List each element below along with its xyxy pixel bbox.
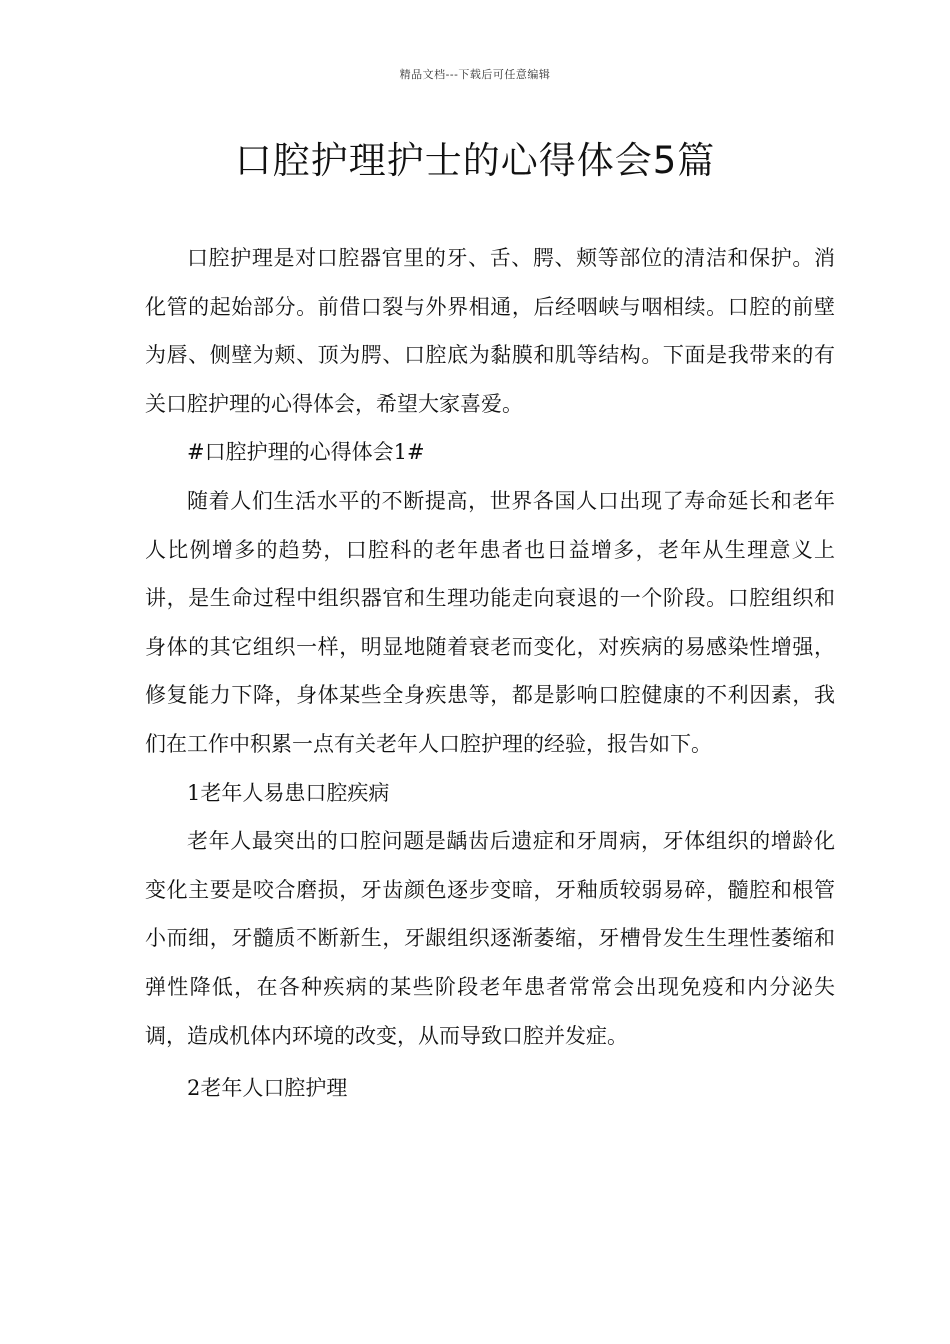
document-body <box>145 234 835 1113</box>
body-paragraph: 老年人最突出的口腔问题是龋齿后遗症和牙周病，牙体组织的增龄化变化主要是咬合磨损，牙齿颜色逐步变暗，牙釉质较弱易碎，髓腔和根管小而细，牙髓质不断新生，牙龈组织逐渐萎缩，牙槽骨发生生理性萎缩和弹性降低，在各种疾病的某些阶段老年患者常常会出现免疫和内分泌失调，造成机体内环境的改变，从而导致口腔并发症。 <box>145 829 835 1048</box>
body-paragraph: 随着人们生活水平的不断提高，世界各国人口出现了寿命延长和老年人比例增多的趋势，口腔科的老年患者也日益增多，老年从生理意义上讲，是生命过程中组织器官和生理功能走向衰退的一个阶段。口腔组织和身体的其它组织一样，明显地随着衰老而变化，对疾病的易感染性增强，修复能力下降，身体某些全身疾患等，都是影响口腔健康的不利因素，我们在工作中积累一点有关老年人口腔护理的经验，报告如下。 <box>145 488 835 756</box>
document-title: 口腔护理护士的心得体会5篇 <box>234 139 716 182</box>
subsection-heading-2: 2老年人口腔护理 <box>187 1076 348 1101</box>
page-header: 精品文档---下载后可任意编辑 <box>399 68 551 81</box>
subsection-heading-1: 1老年人易患口腔疾病 <box>187 780 390 805</box>
intro-paragraph: 口腔护理是对口腔器官里的牙、舌、腭、颊等部位的清洁和保护。消化管的起始部分。前借口裂与外界相通，后经咽峡与咽相续。口腔的前壁为唇、侧壁为颊、顶为腭、口腔底为黏膜和肌等结构。下面是我带来的有关口腔护理的心得体会，希望大家喜爱。 <box>145 246 835 416</box>
section-heading-1: #口腔护理的心得体会1# <box>187 440 425 465</box>
